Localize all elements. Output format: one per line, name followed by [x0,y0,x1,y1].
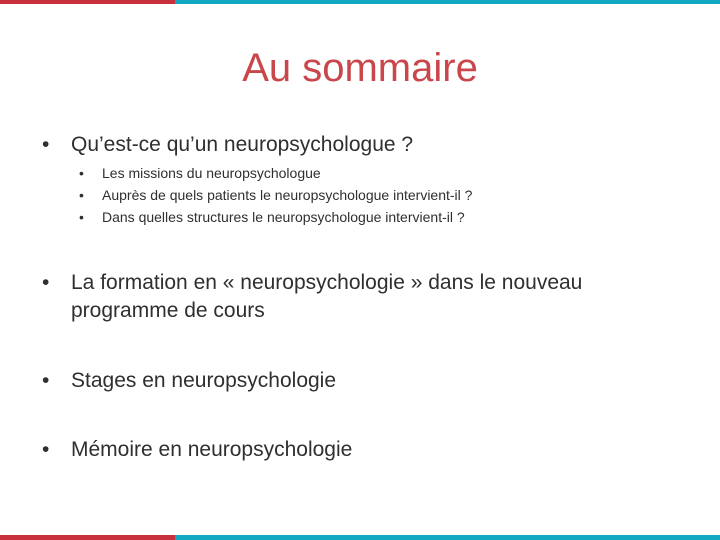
sub-bullet-marker: • [79,187,84,203]
bottom-accent-red-segment [0,535,175,540]
bullet-marker: • [42,369,50,392]
bullet-item-2 [42,269,642,325]
top-accent-red-segment [0,0,175,4]
sub-bullet-text: Les missions du neuropsychologue [102,165,321,181]
sub-bullet-marker: • [79,165,84,181]
bullet-text: Stages en neuropsychologie [71,369,337,392]
slide-title: Au sommaire [242,46,478,90]
bullet-item-3 [42,367,662,395]
bullet-marker: • [42,438,50,461]
bullet-text: Mémoire en neuropsychologie [71,438,353,461]
sub-bullet-text: Dans quelles structures le neuropsychologue intervient-il ? [102,209,465,225]
sub-bullet-item-3 [79,208,639,227]
sub-bullet-item-1 [79,164,639,183]
top-accent-teal-segment [175,0,720,4]
top-accent-bar [0,0,720,4]
bullet-text: La formation en « neuropsychologie » dans le nouveau programme de cours [71,271,583,322]
sub-bullet-text: Auprès de quels patients le neuropsychologue intervient-il ? [102,187,473,203]
bullet-marker: • [42,133,50,156]
bullet-marker: • [42,271,50,294]
sub-bullet-marker: • [79,209,84,225]
bottom-accent-teal-segment [175,535,720,540]
bottom-accent-bar [0,535,720,540]
sub-bullet-item-2 [79,186,639,205]
bullet-text: Qu’est-ce qu’un neuropsychologue ? [71,133,414,156]
bullet-item-1 [42,131,662,159]
bullet-item-4 [42,436,662,464]
